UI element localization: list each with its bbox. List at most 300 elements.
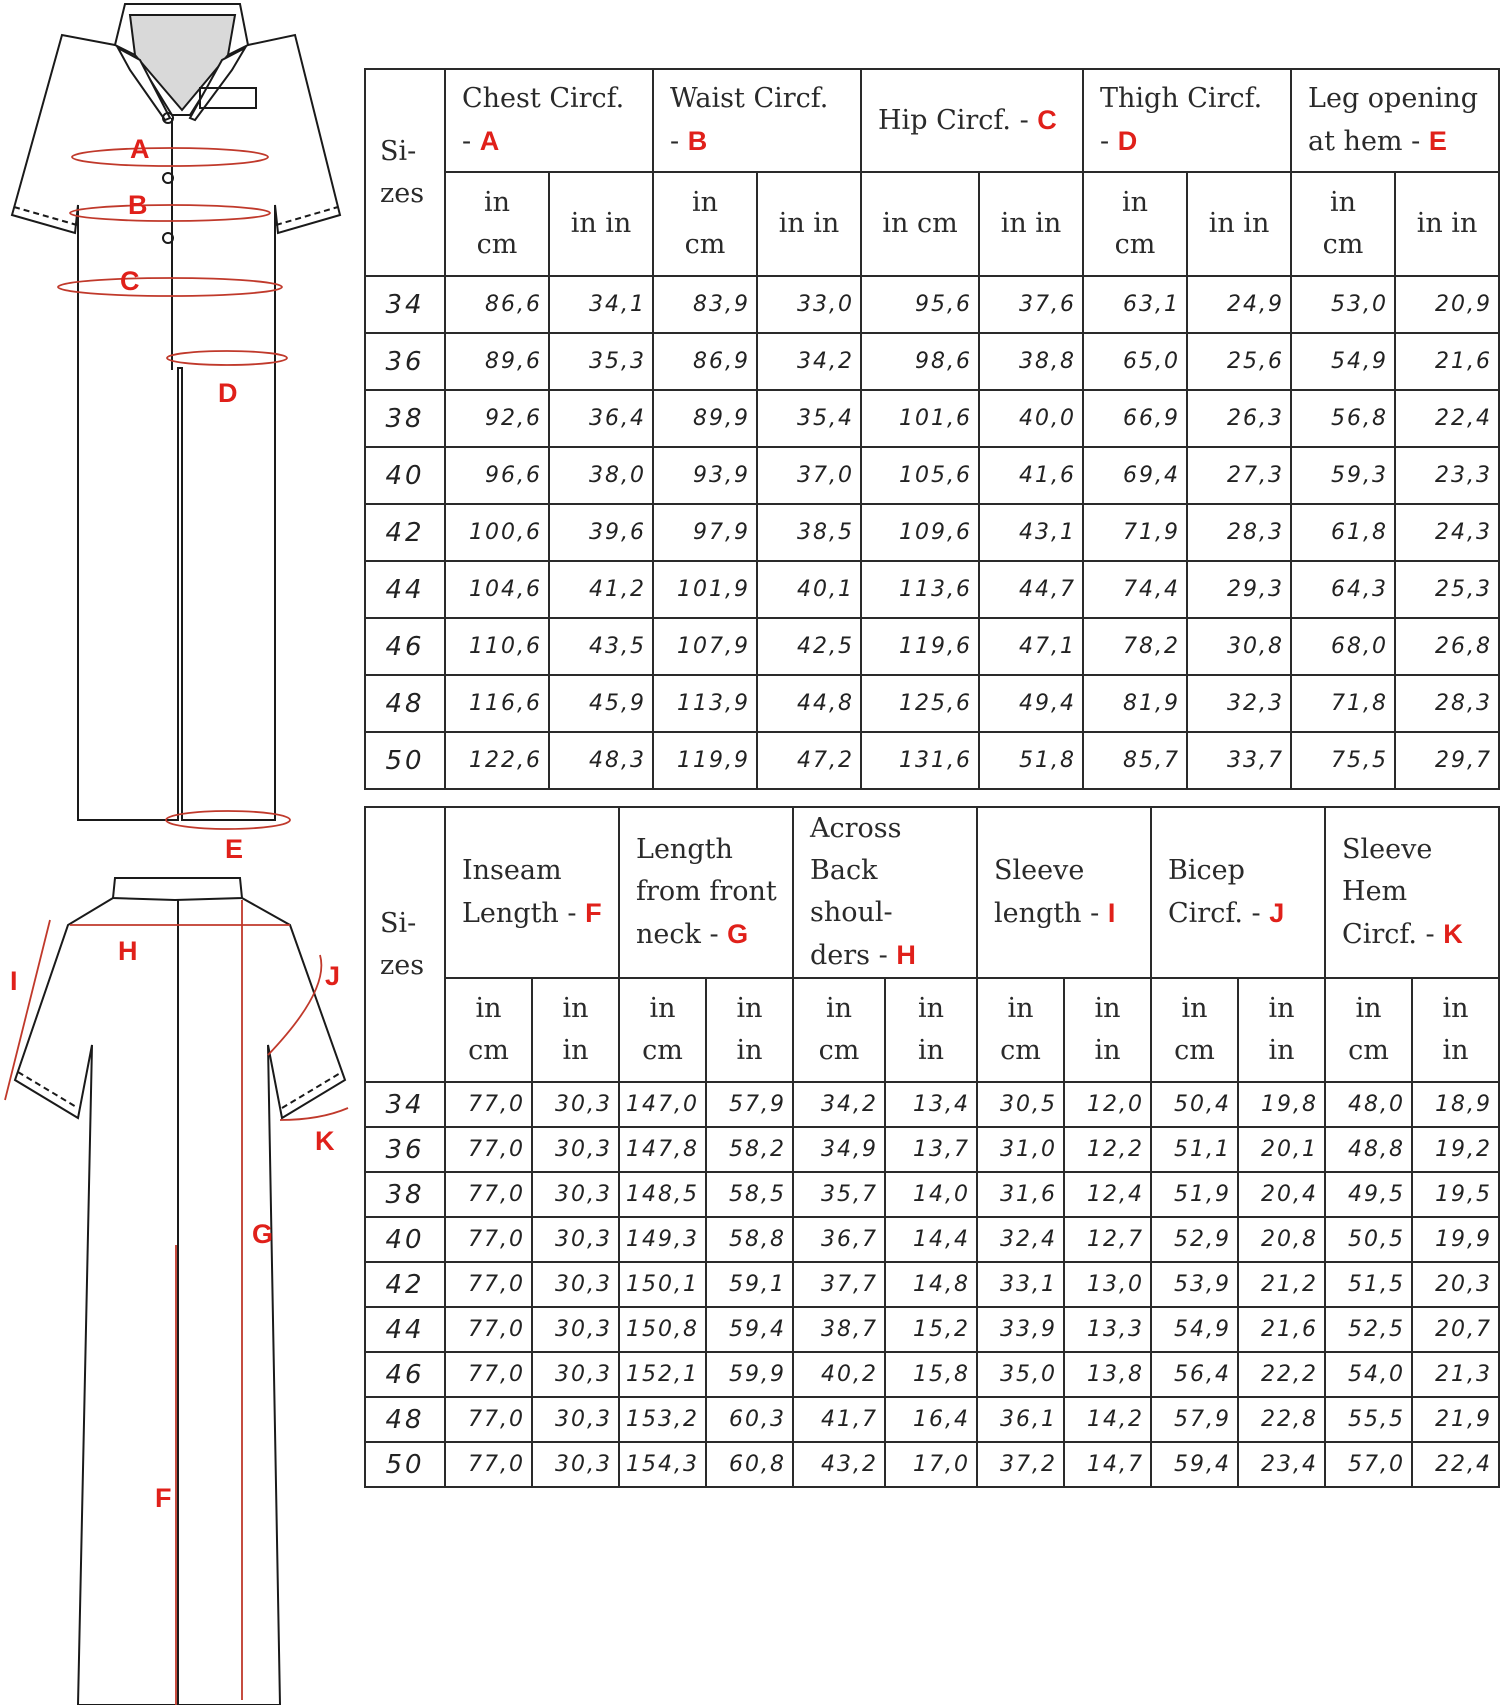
value-cell: 92,6 <box>445 390 549 447</box>
table-row <box>365 504 1499 561</box>
value-cell: 27,3 <box>1187 447 1291 504</box>
value-cell: 56,8 <box>1291 390 1395 447</box>
value-cell: 22,8 <box>1238 1397 1325 1442</box>
value-cell: 40,2 <box>793 1352 885 1397</box>
value-cell: 113,9 <box>653 675 757 732</box>
value-cell: 59,1 <box>706 1262 793 1307</box>
value-cell: 59,9 <box>706 1352 793 1397</box>
unit-header: in cm <box>977 978 1064 1082</box>
value-cell: 57,9 <box>1151 1397 1238 1442</box>
table-1-header <box>365 69 1499 276</box>
back-garment-diagram <box>0 860 360 1705</box>
column-header-leg-opening: Leg opening at hem - E <box>1291 69 1499 172</box>
label-g: G <box>252 1219 274 1249</box>
letter-j: J <box>1269 898 1285 928</box>
table-row <box>365 1442 1499 1487</box>
value-cell: 150,8 <box>619 1307 706 1352</box>
value-cell: 30,3 <box>532 1442 619 1487</box>
value-cell: 77,0 <box>445 1082 532 1127</box>
unit-header: in in <box>706 978 793 1082</box>
value-cell: 56,4 <box>1151 1352 1238 1397</box>
value-cell: 23,3 <box>1395 447 1499 504</box>
value-cell: 149,3 <box>619 1217 706 1262</box>
unit-header: in cm <box>1151 978 1238 1082</box>
value-cell: 32,4 <box>977 1217 1064 1262</box>
table-row <box>365 1307 1499 1352</box>
value-cell: 100,6 <box>445 504 549 561</box>
table-row <box>365 1397 1499 1442</box>
table-row <box>365 732 1499 789</box>
value-cell: 30,3 <box>532 1262 619 1307</box>
value-cell: 48,3 <box>549 732 653 789</box>
letter-b: B <box>687 126 708 156</box>
value-cell: 60,8 <box>706 1442 793 1487</box>
column-header-sleeve-length: Sleeve length - I <box>977 807 1151 978</box>
value-cell: 54,0 <box>1325 1352 1412 1397</box>
value-cell: 16,4 <box>885 1397 977 1442</box>
table-row <box>365 276 1499 333</box>
value-cell: 30,3 <box>532 1397 619 1442</box>
column-header-hip: Hip Circf. - C <box>861 69 1083 172</box>
value-cell: 20,7 <box>1412 1307 1499 1352</box>
value-cell: 59,3 <box>1291 447 1395 504</box>
value-cell: 12,4 <box>1064 1172 1151 1217</box>
value-cell: 77,0 <box>445 1217 532 1262</box>
label-a: A <box>130 134 150 164</box>
value-cell: 105,6 <box>861 447 979 504</box>
value-cell: 77,0 <box>445 1397 532 1442</box>
table-row <box>365 1172 1499 1217</box>
value-cell: 52,9 <box>1151 1217 1238 1262</box>
value-cell: 52,5 <box>1325 1307 1412 1352</box>
label-c: C <box>120 266 140 296</box>
value-cell: 19,8 <box>1238 1082 1325 1127</box>
label-j: J <box>325 961 341 991</box>
label-e: E <box>225 834 244 864</box>
value-cell: 14,4 <box>885 1217 977 1262</box>
table-row <box>365 1352 1499 1397</box>
label-k: K <box>315 1126 335 1156</box>
size-cell: 42 <box>365 1262 445 1307</box>
size-cell: 36 <box>365 1127 445 1172</box>
value-cell: 89,9 <box>653 390 757 447</box>
unit-header: in cm <box>1083 172 1187 276</box>
value-cell: 49,4 <box>979 675 1083 732</box>
value-cell: 43,2 <box>793 1442 885 1487</box>
value-cell: 12,2 <box>1064 1127 1151 1172</box>
unit-header: in in <box>979 172 1083 276</box>
letter-h: H <box>896 940 916 970</box>
front-jumpsuit-drawing <box>0 0 360 864</box>
value-cell: 101,9 <box>653 561 757 618</box>
column-header-inseam: Inseam Length - F <box>445 807 619 978</box>
value-cell: 35,3 <box>549 333 653 390</box>
value-cell: 40,1 <box>757 561 861 618</box>
value-cell: 150,1 <box>619 1262 706 1307</box>
value-cell: 44,7 <box>979 561 1083 618</box>
value-cell: 19,9 <box>1412 1217 1499 1262</box>
column-header-bicep: Bicep Circf. - J <box>1151 807 1325 978</box>
value-cell: 25,3 <box>1395 561 1499 618</box>
value-cell: 53,9 <box>1151 1262 1238 1307</box>
value-cell: 34,2 <box>757 333 861 390</box>
unit-header: in cm <box>793 978 885 1082</box>
value-cell: 41,7 <box>793 1397 885 1442</box>
value-cell: 18,9 <box>1412 1082 1499 1127</box>
value-cell: 57,9 <box>706 1082 793 1127</box>
value-cell: 85,7 <box>1083 732 1187 789</box>
value-cell: 28,3 <box>1187 504 1291 561</box>
value-cell: 152,1 <box>619 1352 706 1397</box>
value-cell: 77,0 <box>445 1172 532 1217</box>
value-cell: 43,1 <box>979 504 1083 561</box>
value-cell: 14,8 <box>885 1262 977 1307</box>
value-cell: 32,3 <box>1187 675 1291 732</box>
unit-header: in cm <box>619 978 706 1082</box>
value-cell: 36,4 <box>549 390 653 447</box>
value-cell: 17,0 <box>885 1442 977 1487</box>
label-f: F <box>155 1483 172 1513</box>
value-cell: 131,6 <box>861 732 979 789</box>
value-cell: 154,3 <box>619 1442 706 1487</box>
value-cell: 23,4 <box>1238 1442 1325 1487</box>
value-cell: 26,3 <box>1187 390 1291 447</box>
value-cell: 21,6 <box>1238 1307 1325 1352</box>
value-cell: 64,3 <box>1291 561 1395 618</box>
size-cell: 40 <box>365 447 445 504</box>
size-cell: 44 <box>365 1307 445 1352</box>
size-table-body-measurements <box>364 68 1500 790</box>
table-row <box>365 675 1499 732</box>
unit-header: in cm <box>445 978 532 1082</box>
value-cell: 33,9 <box>977 1307 1064 1352</box>
value-cell: 13,7 <box>885 1127 977 1172</box>
table-1-body <box>365 276 1499 789</box>
size-cell: 50 <box>365 732 445 789</box>
value-cell: 77,0 <box>445 1352 532 1397</box>
value-cell: 22,4 <box>1395 390 1499 447</box>
value-cell: 47,2 <box>757 732 861 789</box>
unit-header: in in <box>1412 978 1499 1082</box>
value-cell: 98,6 <box>861 333 979 390</box>
value-cell: 13,8 <box>1064 1352 1151 1397</box>
value-cell: 29,3 <box>1187 561 1291 618</box>
value-cell: 37,0 <box>757 447 861 504</box>
value-cell: 59,4 <box>706 1307 793 1352</box>
column-header-length-front-neck: Length from front neck - G <box>619 807 793 978</box>
value-cell: 148,5 <box>619 1172 706 1217</box>
value-cell: 14,2 <box>1064 1397 1151 1442</box>
value-cell: 48,8 <box>1325 1127 1412 1172</box>
table-row <box>365 1217 1499 1262</box>
value-cell: 147,8 <box>619 1127 706 1172</box>
size-cell: 36 <box>365 333 445 390</box>
value-cell: 77,0 <box>445 1127 532 1172</box>
value-cell: 61,8 <box>1291 504 1395 561</box>
value-cell: 65,0 <box>1083 333 1187 390</box>
value-cell: 86,6 <box>445 276 549 333</box>
value-cell: 40,0 <box>979 390 1083 447</box>
unit-header: in cm <box>1291 172 1395 276</box>
value-cell: 57,0 <box>1325 1442 1412 1487</box>
value-cell: 20,8 <box>1238 1217 1325 1262</box>
table-2-header <box>365 807 1499 1082</box>
value-cell: 95,6 <box>861 276 979 333</box>
value-cell: 55,5 <box>1325 1397 1412 1442</box>
value-cell: 22,2 <box>1238 1352 1325 1397</box>
value-cell: 68,0 <box>1291 618 1395 675</box>
value-cell: 66,9 <box>1083 390 1187 447</box>
value-cell: 20,3 <box>1412 1262 1499 1307</box>
size-cell: 48 <box>365 1397 445 1442</box>
value-cell: 50,4 <box>1151 1082 1238 1127</box>
value-cell: 119,9 <box>653 732 757 789</box>
value-cell: 107,9 <box>653 618 757 675</box>
letter-k: K <box>1443 919 1463 949</box>
letter-c: C <box>1037 105 1057 135</box>
value-cell: 34,1 <box>549 276 653 333</box>
value-cell: 13,0 <box>1064 1262 1151 1307</box>
unit-header: in in <box>532 978 619 1082</box>
table-row <box>365 561 1499 618</box>
value-cell: 21,2 <box>1238 1262 1325 1307</box>
table-row <box>365 390 1499 447</box>
value-cell: 58,8 <box>706 1217 793 1262</box>
value-cell: 71,9 <box>1083 504 1187 561</box>
letter-g: G <box>727 919 749 949</box>
value-cell: 89,6 <box>445 333 549 390</box>
value-cell: 109,6 <box>861 504 979 561</box>
value-cell: 113,6 <box>861 561 979 618</box>
unit-header: in in <box>885 978 977 1082</box>
value-cell: 77,0 <box>445 1262 532 1307</box>
value-cell: 58,2 <box>706 1127 793 1172</box>
unit-header: in in <box>1238 978 1325 1082</box>
value-cell: 36,7 <box>793 1217 885 1262</box>
value-cell: 41,6 <box>979 447 1083 504</box>
size-cell: 34 <box>365 276 445 333</box>
column-header-across-back: Across Back shoul- ders - H <box>793 807 977 978</box>
value-cell: 21,3 <box>1412 1352 1499 1397</box>
size-cell: 34 <box>365 1082 445 1127</box>
value-cell: 33,1 <box>977 1262 1064 1307</box>
value-cell: 12,0 <box>1064 1082 1151 1127</box>
value-cell: 47,1 <box>979 618 1083 675</box>
value-cell: 74,4 <box>1083 561 1187 618</box>
value-cell: 35,4 <box>757 390 861 447</box>
column-header-sleeve-hem: Sleeve Hem Circf. - K <box>1325 807 1499 978</box>
value-cell: 93,9 <box>653 447 757 504</box>
value-cell: 15,2 <box>885 1307 977 1352</box>
value-cell: 153,2 <box>619 1397 706 1442</box>
value-cell: 34,9 <box>793 1127 885 1172</box>
label-d: D <box>218 378 238 408</box>
value-cell: 38,7 <box>793 1307 885 1352</box>
letter-f: F <box>585 898 602 928</box>
column-header-thigh: Thigh Circf. - D <box>1083 69 1291 172</box>
unit-header: in in <box>549 172 653 276</box>
value-cell: 116,6 <box>445 675 549 732</box>
value-cell: 30,8 <box>1187 618 1291 675</box>
value-cell: 51,5 <box>1325 1262 1412 1307</box>
value-cell: 35,0 <box>977 1352 1064 1397</box>
size-cell: 44 <box>365 561 445 618</box>
value-cell: 77,0 <box>445 1442 532 1487</box>
value-cell: 59,4 <box>1151 1442 1238 1487</box>
table-row <box>365 1082 1499 1127</box>
value-cell: 30,3 <box>532 1082 619 1127</box>
value-cell: 19,5 <box>1412 1172 1499 1217</box>
front-garment-diagram <box>0 0 360 864</box>
value-cell: 35,7 <box>793 1172 885 1217</box>
value-cell: 39,6 <box>549 504 653 561</box>
unit-header: in cm <box>653 172 757 276</box>
size-cell: 40 <box>365 1217 445 1262</box>
value-cell: 75,5 <box>1291 732 1395 789</box>
value-cell: 101,6 <box>861 390 979 447</box>
sizes-header: Si- zes <box>365 69 445 276</box>
value-cell: 43,5 <box>549 618 653 675</box>
table-row <box>365 1127 1499 1172</box>
value-cell: 30,3 <box>532 1217 619 1262</box>
unit-header: in in <box>1395 172 1499 276</box>
size-cell: 46 <box>365 618 445 675</box>
value-cell: 26,8 <box>1395 618 1499 675</box>
value-cell: 81,9 <box>1083 675 1187 732</box>
value-cell: 49,5 <box>1325 1172 1412 1217</box>
value-cell: 24,3 <box>1395 504 1499 561</box>
value-cell: 54,9 <box>1291 333 1395 390</box>
value-cell: 20,9 <box>1395 276 1499 333</box>
value-cell: 38,8 <box>979 333 1083 390</box>
value-cell: 30,5 <box>977 1082 1064 1127</box>
value-cell: 83,9 <box>653 276 757 333</box>
value-cell: 38,0 <box>549 447 653 504</box>
label-h: H <box>118 936 138 966</box>
value-cell: 37,2 <box>977 1442 1064 1487</box>
value-cell: 104,6 <box>445 561 549 618</box>
value-cell: 122,6 <box>445 732 549 789</box>
value-cell: 51,8 <box>979 732 1083 789</box>
value-cell: 21,6 <box>1395 333 1499 390</box>
size-cell: 42 <box>365 504 445 561</box>
value-cell: 30,3 <box>532 1352 619 1397</box>
size-cell: 38 <box>365 1172 445 1217</box>
letter-d: D <box>1117 126 1138 156</box>
table-row <box>365 618 1499 675</box>
value-cell: 60,3 <box>706 1397 793 1442</box>
letter-i: I <box>1107 898 1116 928</box>
back-jumpsuit-drawing <box>0 860 360 1705</box>
column-header-waist: Waist Circf. - B <box>653 69 861 172</box>
sizes-header-2: Si- zes <box>365 807 445 1082</box>
value-cell: 77,0 <box>445 1307 532 1352</box>
value-cell: 41,2 <box>549 561 653 618</box>
size-cell: 50 <box>365 1442 445 1487</box>
value-cell: 30,3 <box>532 1127 619 1172</box>
column-header-chest: Chest Circf. - A <box>445 69 653 172</box>
value-cell: 69,4 <box>1083 447 1187 504</box>
value-cell: 86,9 <box>653 333 757 390</box>
value-cell: 25,6 <box>1187 333 1291 390</box>
label-b: B <box>128 190 148 220</box>
value-cell: 51,1 <box>1151 1127 1238 1172</box>
value-cell: 147,0 <box>619 1082 706 1127</box>
value-cell: 38,5 <box>757 504 861 561</box>
value-cell: 125,6 <box>861 675 979 732</box>
value-cell: 30,3 <box>532 1172 619 1217</box>
value-cell: 71,8 <box>1291 675 1395 732</box>
value-cell: 19,2 <box>1412 1127 1499 1172</box>
unit-header: in cm <box>861 172 979 276</box>
table-row <box>365 447 1499 504</box>
value-cell: 31,6 <box>977 1172 1064 1217</box>
value-cell: 78,2 <box>1083 618 1187 675</box>
value-cell: 14,0 <box>885 1172 977 1217</box>
value-cell: 20,4 <box>1238 1172 1325 1217</box>
value-cell: 22,4 <box>1412 1442 1499 1487</box>
value-cell: 48,0 <box>1325 1082 1412 1127</box>
value-cell: 36,1 <box>977 1397 1064 1442</box>
value-cell: 51,9 <box>1151 1172 1238 1217</box>
value-cell: 119,6 <box>861 618 979 675</box>
value-cell: 20,1 <box>1238 1127 1325 1172</box>
value-cell: 58,5 <box>706 1172 793 1217</box>
table-row <box>365 333 1499 390</box>
table-row <box>365 1262 1499 1307</box>
unit-header: in cm <box>445 172 549 276</box>
value-cell: 37,7 <box>793 1262 885 1307</box>
value-cell: 21,9 <box>1412 1397 1499 1442</box>
value-cell: 13,3 <box>1064 1307 1151 1352</box>
label-i: I <box>10 966 18 996</box>
size-cell: 48 <box>365 675 445 732</box>
value-cell: 24,9 <box>1187 276 1291 333</box>
size-cell: 46 <box>365 1352 445 1397</box>
value-cell: 42,5 <box>757 618 861 675</box>
value-cell: 54,9 <box>1151 1307 1238 1352</box>
value-cell: 13,4 <box>885 1082 977 1127</box>
value-cell: 28,3 <box>1395 675 1499 732</box>
value-cell: 33,7 <box>1187 732 1291 789</box>
unit-header: in in <box>1064 978 1151 1082</box>
value-cell: 30,3 <box>532 1307 619 1352</box>
value-cell: 14,7 <box>1064 1442 1151 1487</box>
unit-header: in in <box>757 172 861 276</box>
value-cell: 44,8 <box>757 675 861 732</box>
table-2-body <box>365 1082 1499 1487</box>
value-cell: 45,9 <box>549 675 653 732</box>
value-cell: 31,0 <box>977 1127 1064 1172</box>
letter-a: A <box>479 126 500 156</box>
value-cell: 33,0 <box>757 276 861 333</box>
size-table-length-measurements <box>364 806 1500 1488</box>
letter-e: E <box>1428 126 1447 156</box>
value-cell: 12,7 <box>1064 1217 1151 1262</box>
value-cell: 37,6 <box>979 276 1083 333</box>
value-cell: 63,1 <box>1083 276 1187 333</box>
size-cell: 38 <box>365 390 445 447</box>
value-cell: 110,6 <box>445 618 549 675</box>
value-cell: 53,0 <box>1291 276 1395 333</box>
value-cell: 29,7 <box>1395 732 1499 789</box>
unit-header: in cm <box>1325 978 1412 1082</box>
unit-header: in in <box>1187 172 1291 276</box>
value-cell: 97,9 <box>653 504 757 561</box>
value-cell: 15,8 <box>885 1352 977 1397</box>
value-cell: 34,2 <box>793 1082 885 1127</box>
value-cell: 96,6 <box>445 447 549 504</box>
